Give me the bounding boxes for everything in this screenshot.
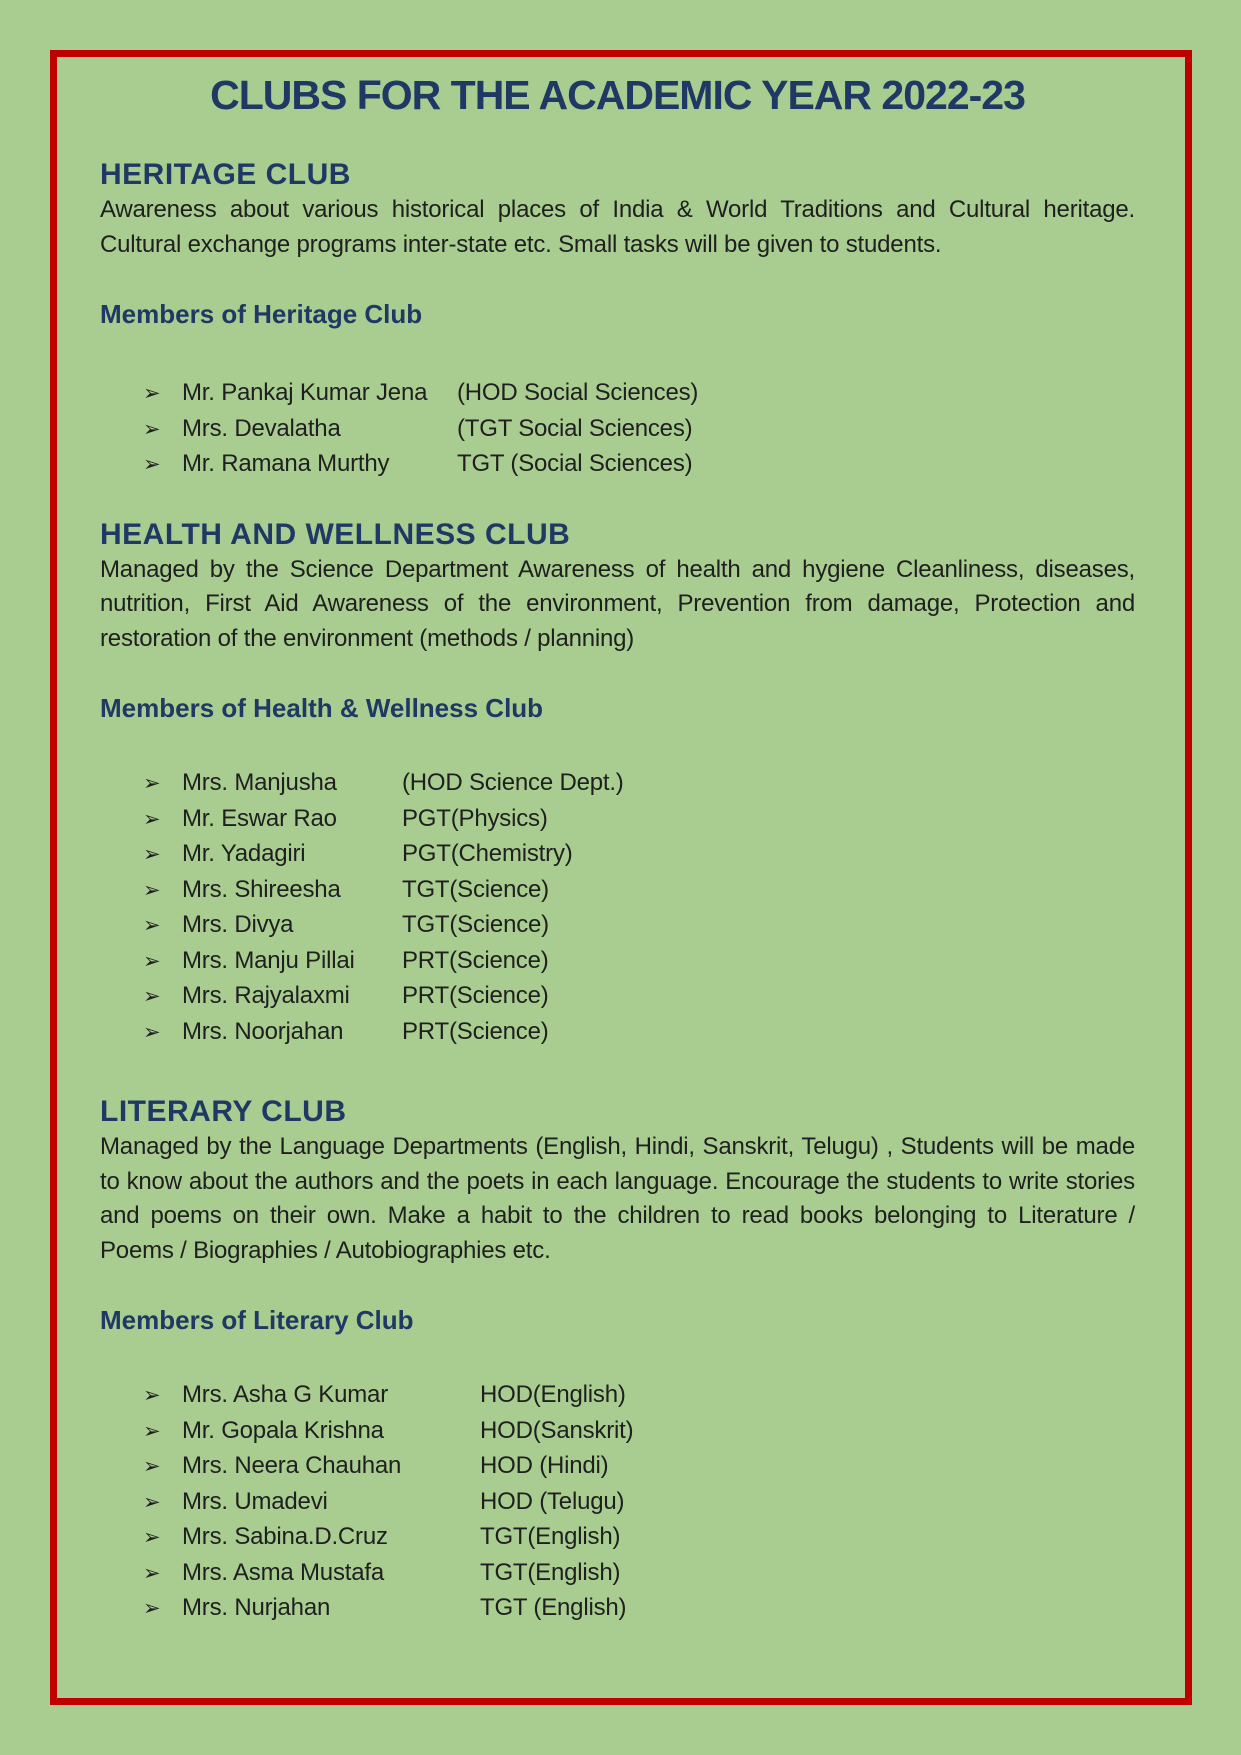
member-row xyxy=(143,1015,1135,1051)
arrow-bullet-icon: ➢ xyxy=(143,1490,161,1514)
section-heritage-club xyxy=(100,157,1135,483)
member-role: TGT(Science) xyxy=(402,875,549,903)
arrow-bullet-icon: ➢ xyxy=(143,772,161,795)
member-role: PRT(Science) xyxy=(402,1017,549,1045)
member-name: Mrs. Rajyalaxmi xyxy=(182,982,350,1009)
arrow-bullet-icon: ➢ xyxy=(143,807,161,831)
section-description: Managed by the Science Department Awareness of health and hygiene Cleanliness, diseases, nutrition, First Aid Awareness of the environment, Prevention from damage, Protection and restoration of the environment (methods / planning) xyxy=(100,555,1135,652)
member-list xyxy=(100,376,1135,483)
member-name: Mrs. Asma Mustafa xyxy=(182,1558,384,1586)
member-row xyxy=(143,1520,1135,1556)
member-role: PGT(Chemistry) xyxy=(402,840,573,867)
member-name: Mrs. Nurjahan xyxy=(182,1594,331,1621)
member-role: HOD(English) xyxy=(480,1381,626,1408)
member-row xyxy=(143,766,1135,802)
member-role: TGT(English) xyxy=(480,1558,621,1586)
member-role: TGT (Social Sciences) xyxy=(457,450,693,477)
member-row xyxy=(143,1449,1135,1485)
arrow-bullet-icon: ➢ xyxy=(143,1597,161,1620)
members-heading: Members of Literary Club xyxy=(100,1305,414,1335)
arrow-bullet-icon: ➢ xyxy=(143,1020,161,1044)
member-list xyxy=(100,766,1135,1050)
member-name: Mrs. Sabina.D.Cruz xyxy=(182,1523,388,1550)
section-heading: HERITAGE CLUB xyxy=(100,158,351,191)
member-row xyxy=(143,447,1135,483)
arrow-bullet-icon: ➢ xyxy=(143,417,161,441)
member-row xyxy=(143,908,1135,944)
arrow-bullet-icon: ➢ xyxy=(143,382,161,405)
member-name: Mrs. Devalatha xyxy=(182,414,341,442)
member-name: Mrs. Neera Chauhan xyxy=(182,1452,402,1479)
section-heading: HEALTH AND WELLNESS CLUB xyxy=(100,517,571,551)
arrow-bullet-icon: ➢ xyxy=(143,1455,161,1478)
member-role: HOD (Telugu) xyxy=(480,1487,625,1515)
members-heading: Members of Heritage Club xyxy=(100,299,423,329)
member-row xyxy=(143,1485,1135,1521)
member-row xyxy=(143,944,1135,980)
member-name: Mrs. Shireesha xyxy=(182,875,341,903)
arrow-bullet-icon: ➢ xyxy=(143,914,161,937)
member-role: HOD(Sanskrit) xyxy=(480,1416,634,1444)
member-role: HOD (Hindi) xyxy=(480,1452,609,1479)
member-name: Mr. Gopala Krishna xyxy=(182,1416,384,1444)
member-row xyxy=(143,979,1135,1015)
document-content xyxy=(100,57,1135,1627)
member-name: Mr. Ramana Murthy xyxy=(182,450,390,477)
member-list xyxy=(100,1378,1135,1627)
arrow-bullet-icon: ➢ xyxy=(143,1384,161,1407)
member-name: Mrs. Divya xyxy=(182,911,294,938)
section-description: Managed by the Language Departments (English, Hindi, Sanskrit, Telugu) , Students will be made to know about the authors and the poets in each language. Encourage the students to write stories and poems on their own. Make a habit to the children to read books belonging to Literature / Poems / Biographies / Autobiographies etc. xyxy=(100,1133,1135,1264)
member-name: Mrs. Manju Pillai xyxy=(182,946,355,974)
member-role: TGT(Science) xyxy=(402,911,549,938)
member-row xyxy=(143,1591,1135,1627)
section-description: Awareness about various historical places of India & World Traditions and Cultural heritage. Cultural exchange programs inter-state etc. Small tasks will be given to students. xyxy=(100,196,1135,258)
member-name: Mrs. Noorjahan xyxy=(182,1017,344,1045)
arrow-bullet-icon: ➢ xyxy=(143,843,161,866)
arrow-bullet-icon: ➢ xyxy=(143,1561,161,1585)
member-row xyxy=(143,412,1135,448)
section-health-wellness-club xyxy=(100,517,1135,1051)
member-row xyxy=(143,1378,1135,1414)
member-row xyxy=(143,1414,1135,1450)
member-role: (HOD Social Sciences) xyxy=(457,379,699,406)
member-role: TGT (English) xyxy=(480,1594,627,1621)
member-role: PGT(Physics) xyxy=(402,804,548,832)
arrow-bullet-icon: ➢ xyxy=(143,1419,161,1443)
arrow-bullet-icon: ➢ xyxy=(143,949,161,973)
section-heading: LITERARY CLUB xyxy=(100,1095,347,1128)
section-literary-club xyxy=(100,1094,1135,1627)
member-role: (HOD Science Dept.) xyxy=(402,769,624,796)
member-role: TGT(English) xyxy=(480,1523,621,1550)
page-title: CLUBS FOR THE ACADEMIC YEAR 2022-23 xyxy=(210,72,1025,118)
arrow-bullet-icon: ➢ xyxy=(143,453,161,476)
members-heading: Members of Health & Wellness Club xyxy=(100,693,544,723)
member-name: Mrs. Umadevi xyxy=(182,1487,328,1515)
member-role: (TGT Social Sciences) xyxy=(457,414,693,442)
member-row xyxy=(143,1556,1135,1592)
arrow-bullet-icon: ➢ xyxy=(143,878,161,902)
member-row xyxy=(143,837,1135,873)
member-row xyxy=(143,376,1135,412)
member-role: PRT(Science) xyxy=(402,946,549,974)
member-row xyxy=(143,802,1135,838)
arrow-bullet-icon: ➢ xyxy=(143,1526,161,1549)
member-name: Mr. Pankaj Kumar Jena xyxy=(182,379,428,406)
member-role: PRT(Science) xyxy=(402,982,549,1009)
member-name: Mrs. Asha G Kumar xyxy=(182,1381,388,1408)
member-name: Mr. Yadagiri xyxy=(182,840,306,867)
member-name: Mrs. Manjusha xyxy=(182,769,337,796)
member-row xyxy=(143,873,1135,909)
arrow-bullet-icon: ➢ xyxy=(143,985,161,1008)
member-name: Mr. Eswar Rao xyxy=(182,804,337,832)
